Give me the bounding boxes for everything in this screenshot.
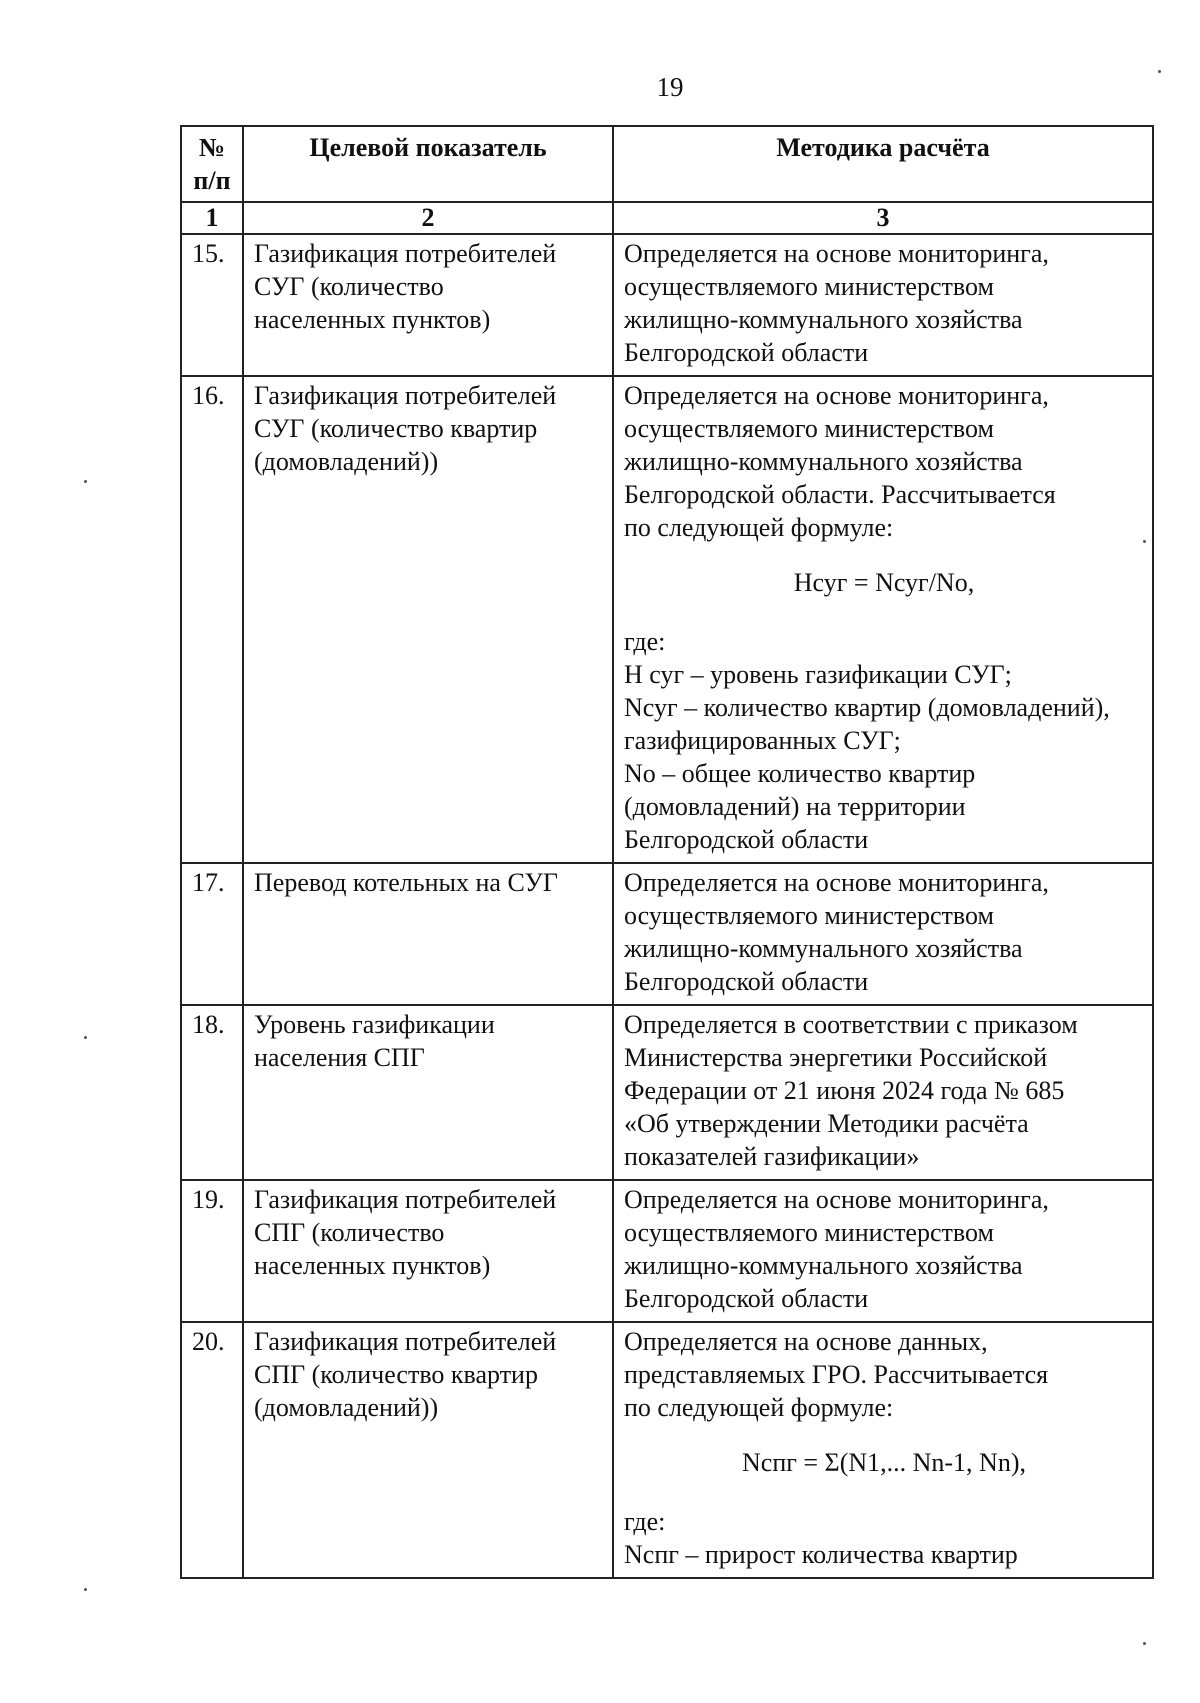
text-line: Определяется на основе мониторинга, [624, 868, 1049, 897]
text-line: Белгородской области [624, 1284, 869, 1313]
text-line: Белгородской области [624, 338, 869, 367]
definition-line: No – общее количество квартир [624, 759, 976, 788]
row-number: 19. [181, 1180, 243, 1322]
column-number: 1 [181, 202, 243, 234]
text-line: Газификация потребителей [254, 239, 557, 268]
where-label: где: [624, 627, 666, 656]
text-line: СУГ (количество [254, 272, 444, 301]
indicator-cell [243, 376, 613, 863]
text-line: жилищно-коммунального хозяйства [624, 447, 1023, 476]
text-line: Белгородской области. Рассчитывается [624, 480, 1056, 509]
text-line: (домовладений)) [254, 1393, 439, 1422]
text-line: осуществляемого министерством [624, 414, 994, 443]
table-row [181, 1005, 1153, 1180]
text-line: Определяется на основе мониторинга, [624, 381, 1049, 410]
text-line: СПГ (количество квартир [254, 1360, 538, 1389]
page-number: 19 [656, 72, 684, 102]
row-number: 18. [181, 1005, 243, 1180]
indicator-cell [243, 1322, 613, 1578]
formula: Nспг = Σ(N1,... Nn-1, Nn), [742, 1448, 1026, 1477]
text-line: по следующей формуле: [624, 513, 894, 542]
row-number: 17. [181, 863, 243, 1005]
indicator-cell [243, 1180, 613, 1322]
indicator-cell [243, 234, 613, 376]
text-line: «Об утверждении Методики расчёта [624, 1109, 1029, 1138]
text-line: показателей газификации» [624, 1142, 920, 1171]
text-line: по следующей формуле: [624, 1393, 894, 1422]
text-line: Определяется на основе данных, [624, 1327, 988, 1356]
text-line: Федерации от 21 июня 2024 года № 685 [624, 1076, 1065, 1105]
method-cell [613, 1005, 1153, 1180]
scan-speck [1143, 540, 1146, 543]
text-line: Перевод котельных на СУГ [254, 868, 558, 897]
definition-line: (домовладений) на территории [624, 792, 966, 821]
text-line: населенных пунктов) [254, 305, 491, 334]
table-row [181, 1322, 1153, 1578]
method-cell [613, 234, 1153, 376]
table-row [181, 1180, 1153, 1322]
row-number: 15. [181, 234, 243, 376]
text-line: представляемых ГРО. Рассчитывается [624, 1360, 1049, 1389]
text-line: населенных пунктов) [254, 1251, 491, 1280]
text-line: Уровень газификации [254, 1010, 495, 1039]
table-header-row [181, 126, 1153, 202]
text-line: жилищно-коммунального хозяйства [624, 934, 1023, 963]
definition-line: Nспг – прирост количества квартир [624, 1540, 1018, 1569]
scan-speck [1158, 70, 1161, 73]
header-num: № п/п [181, 126, 243, 202]
method-cell [613, 376, 1153, 863]
column-number-row [181, 202, 1153, 234]
where-label: где: [624, 1507, 666, 1536]
method-cell [613, 863, 1153, 1005]
indicators-table [180, 125, 1154, 1579]
text-line: СУГ (количество квартир [254, 414, 538, 443]
text-line: населения СПГ [254, 1043, 425, 1072]
column-number: 2 [243, 202, 613, 234]
table-row [181, 376, 1153, 863]
text-line: осуществляемого министерством [624, 901, 994, 930]
text-line: (домовладений)) [254, 447, 439, 476]
row-number: 20. [181, 1322, 243, 1578]
table-row [181, 234, 1153, 376]
scan-speck [84, 1036, 87, 1039]
definition-line: Nсуг – количество квартир (домовладений), [624, 693, 1110, 722]
scan-speck [84, 480, 87, 483]
text-line: Определяется в соответствии с приказом [624, 1010, 1078, 1039]
text-line: осуществляемого министерством [624, 1218, 994, 1247]
table-row [181, 863, 1153, 1005]
text-line: Министерства энергетики Российской [624, 1043, 1048, 1072]
column-number: 3 [613, 202, 1153, 234]
header-method: Методика расчёта [613, 126, 1153, 202]
definition-line: H суг – уровень газификации СУГ; [624, 660, 1012, 689]
definition-line: газифицированных СУГ; [624, 726, 901, 755]
header-indicator: Целевой показатель [243, 126, 613, 202]
text-line: СПГ (количество [254, 1218, 445, 1247]
method-cell [613, 1180, 1153, 1322]
definition-line: Белгородской области [624, 825, 869, 854]
text-line: Газификация потребителей [254, 381, 557, 410]
indicator-cell [243, 863, 613, 1005]
text-line: Определяется на основе мониторинга, [624, 239, 1049, 268]
formula: Hсуг = Nсуг/No, [793, 568, 975, 597]
text-line: осуществляемого министерством [624, 272, 994, 301]
text-line: Газификация потребителей [254, 1185, 557, 1214]
text-line: Определяется на основе мониторинга, [624, 1185, 1049, 1214]
scan-speck [84, 1588, 87, 1591]
indicator-cell [243, 1005, 613, 1180]
scan-speck [1143, 1642, 1146, 1645]
row-number: 16. [181, 376, 243, 863]
text-line: жилищно-коммунального хозяйства [624, 305, 1023, 334]
text-line: Газификация потребителей [254, 1327, 557, 1356]
method-cell [613, 1322, 1153, 1578]
text-line: Белгородской области [624, 967, 869, 996]
text-line: жилищно-коммунального хозяйства [624, 1251, 1023, 1280]
